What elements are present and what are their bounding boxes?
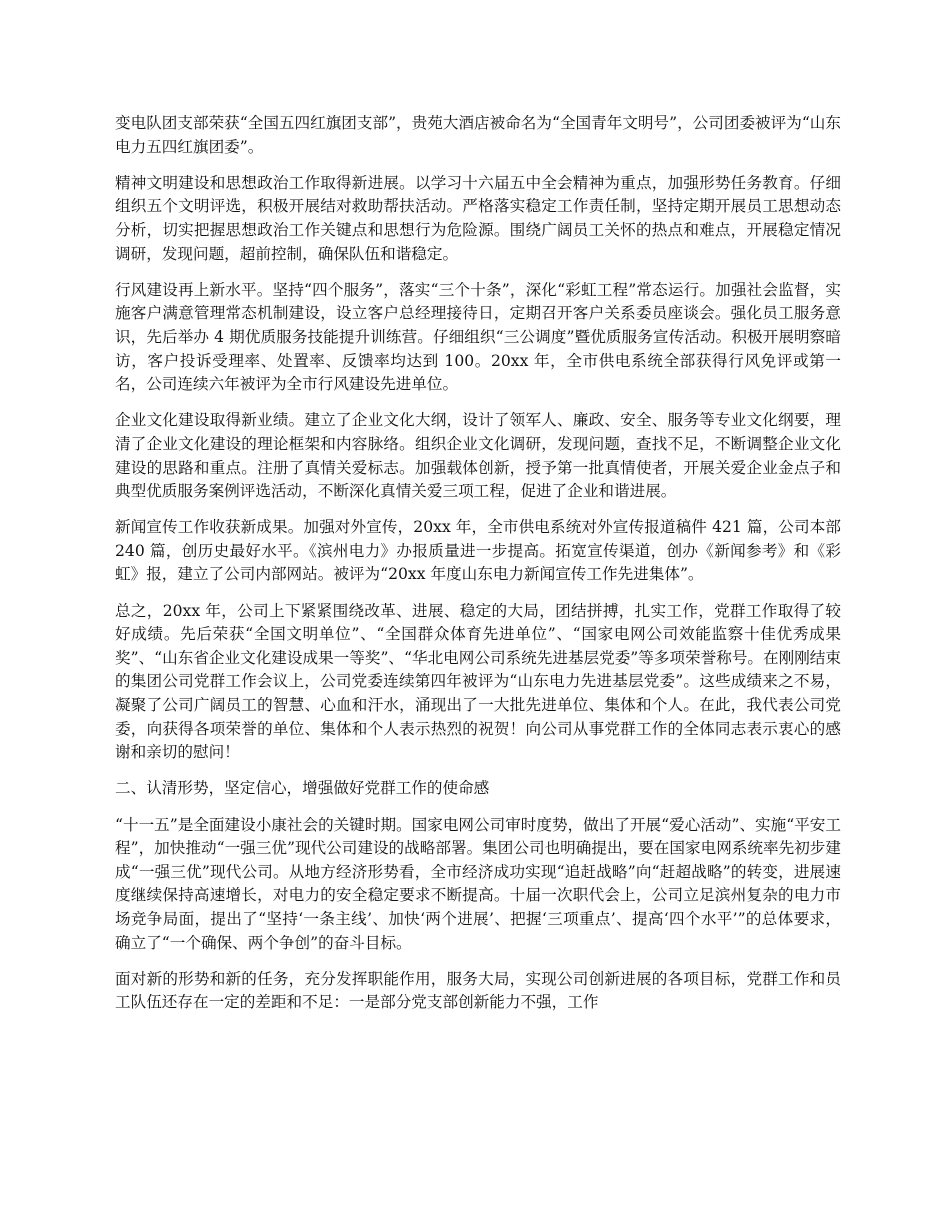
document-body <box>115 112 841 1028</box>
paragraph-industry-conduct: 行风建设再上新水平。坚持“四个服务”，落实“三个十条”，深化“彩虹工程”常态运行。加强社会监督，实施客户满意管理常态机制建设，设立客户总经理接待日，定期召开客户关系委员座谈会。强化员工服务意识，先后举办 4 期优质服务技能提升训练营。仔细组织“三公调度”暨优质服务宣传活动。积极开展明察暗访，客户投诉受理率、处置率、反馈率均达到 100。20xx 年，全市供电系统全部获得行风免评或第一名，公司连续六年被评为全市行风建设先进单位。 <box>115 280 841 394</box>
section-heading: 二、认清形势，坚定信心，增强做好党群工作的使命感 <box>115 779 490 798</box>
paragraph-corporate-culture: 企业文化建设取得新业绩。建立了企业文化大纲，设计了领军人、廉政、安全、服务等专业文化纲要，理清了企业文化建设的理论框架和内容脉络。组织企业文化调研，发现问题，查找不足，不断调整企业文化建设的思路和重点。注册了真情关爱标志。加强载体创新，授予第一批真情使者，开展关爱企业金点子和典型优质服务案例评选活动，不断深化真情关爱三项工程，促进了企业和谐进展。 <box>115 411 841 501</box>
paragraph-youth-league-honors: 变电队团支部荣获“全国五四红旗团支部”，贵苑大酒店被命名为“全国青年文明号”，公司团委被评为“山东电力五四红旗团委”。 <box>115 114 841 156</box>
paragraph-spiritual-civilization: 精神文明建设和思想政治工作取得新进展。以学习十六届五中全会精神为重点，加强形势任务教育。仔细组织五个文明评选，积极开展结对救助帮扶活动。严格落实稳定工作责任制，坚持定期开展员工思想动态分析，切实把握思想政治工作关键点和思想行为危险源。围绕广阔员工关怀的热点和难点，开展稳定情况调研，发现问题，超前控制，确保队伍和谐稳定。 <box>115 173 841 263</box>
paragraph-eleventh-five-year: “十一五”是全面建设小康社会的关键时期。国家电网公司审时度势，做出了开展“爱心活动”、实施“平安工程”，加快推动“一强三优”现代公司建设的战略部署。集团公司也明确提出，要在国家电网系统率先初步建成“一强三优”现代公司。从地方经济形势看，全市经济成功实现“追赶战略”向“赶超战略”的转变，进展速度继续保持高速增长，对电力的安全稳定要求不断提高。十届一次职代会上，公司立足滨州复杂的电力市场竞争局面，提出了“坚持‘一条主线’、加快‘两个进展’、把握‘三项重点’、提高‘四个水平’”的总体要求，确立了“一个确保、两个争创”的奋斗目标。 <box>115 815 841 952</box>
paragraph-summary: 总之，20xx 年，公司上下紧紧围绕改革、进展、稳定的大局，团结拼搏，扎实工作，党群工作取得了较好成绩。先后荣获“全国文明单位”、“全国群众体育先进单位”、“国家电网公司效能监察十佳优秀成果奖”、“山东省企业文化建设成果一等奖”、“华北电网公司系统先进基层党委”等多项荣誉称号。在刚刚结束的集团公司党群工作会议上，公司党委连续第四年被评为“山东电力先进基层党委”。这些成绩来之不易，凝聚了公司广阔员工的智慧、心血和汗水，涌现出了一大批先进单位、集体和个人。在此，我代表公司党委，向获得各项荣誉的单位、集体和个人表示热烈的祝贺！向公司从事党群工作的全体同志表示衷心的感谢和亲切的慰问！ <box>115 601 841 762</box>
paragraph-news-publicity: 新闻宣传工作收获新成果。加强对外宣传，20xx 年，全市供电系统对外宣传报道稿件 421 篇，公司本部 240 篇，创历史最好水平。《滨州电力》办报质量进一步提高。拓宽宣传渠道，创办《新闻参考》和《彩虹》报，建立了公司内部网站。被评为“20xx 年度山东电力新闻宣传工作先进集体”。 <box>115 518 841 584</box>
paragraph-new-situation: 面对新的形势和新的任务，充分发挥职能作用，服务大局，实现公司创新进展的各项目标，党群工作和员工队伍还存在一定的差距和不足：一是部分党支部创新能力不强，工作 <box>115 969 841 1012</box>
